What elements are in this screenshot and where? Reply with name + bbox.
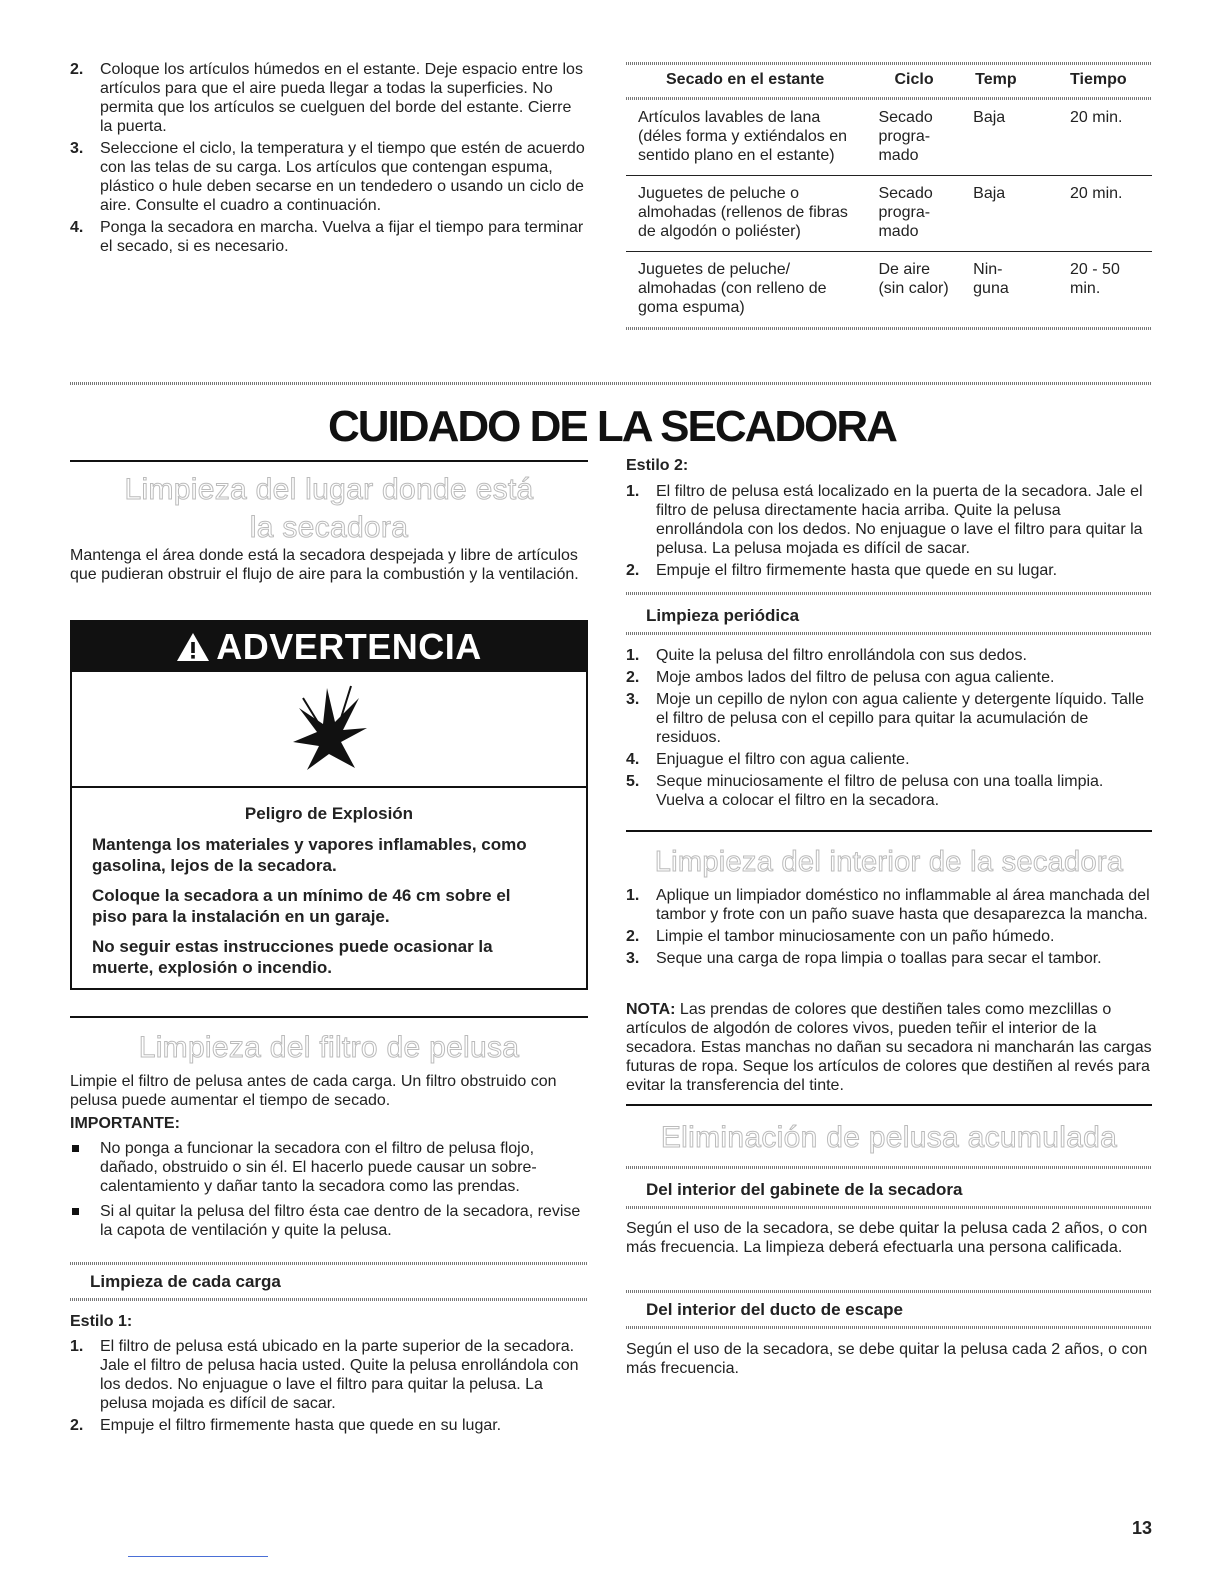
- subsection-title: Del interior del gabinete de la secadora: [646, 1180, 963, 1199]
- section-title-accumulated: Eliminación de pelusa acumulada: [660, 1121, 1118, 1154]
- table-header: Ciclo: [894, 71, 934, 88]
- table-header-row: [626, 65, 1152, 97]
- list-item: 3. Seque una carga de ropa limpia o toallas para secar el tambor.: [626, 950, 1102, 967]
- duct-body: Según el uso de la secadora, se debe quitar la pelusa cada 2 años, o con más frecuencia.: [626, 1341, 1148, 1377]
- top-steps: [70, 60, 588, 259]
- list-item: 1. El filtro de pelusa está ubicado en la parte superior de la secadora. Jale el filtro de pelusa hacia usted. Quite la pelusa enrollándola con los dedos. No enjuague o lave el filtro para quitar la pelusa. La pelusa mojada es difícil de sacar.: [70, 1338, 579, 1412]
- filter-body: Limpie el filtro de pelusa antes de cada carga. Un filtro obstruido con pelusa puede aumentar el tiempo de secado.: [70, 1073, 557, 1109]
- location-body: Mantenga el área donde está la secadora despejada y libre de artículos que pudieran obstruir el flujo de aire para la combustión y la ventilación.: [70, 547, 579, 583]
- interior-steps: [626, 886, 1152, 971]
- interior-note: NOTA: Las prendas de colores que destiñen tales como mezclillas o artículos de algodón de colores vivos, pueden teñir el interior de la secadora. Estas manchas no dañan su secadora ni mancharán las cargas futuras de ropa. Seque los artículos de colores que destiñen al revés para evitar la transferencia del tinte.: [626, 1001, 1152, 1094]
- subsection-rule: [70, 1262, 588, 1265]
- cabinet-body: Según el uso de la secadora, se debe quitar la pelusa cada 2 años, o con más frecuencia. La limpieza deberá efectuarla una persona calificada.: [626, 1220, 1148, 1256]
- table-bottom-rule: [626, 327, 1152, 330]
- bullet-icon: [72, 1208, 79, 1215]
- section-title-interior: Limpieza del interior de la secadora: [654, 846, 1124, 878]
- subsection-rule: [626, 1166, 1152, 1169]
- warning-line: Coloque la secadora a un mínimo de 46 cm sobre el piso para la instalación en un garaje.: [92, 886, 511, 926]
- rack-dry-table: [626, 62, 1152, 330]
- subsection-title: Limpieza de cada carga: [90, 1272, 281, 1291]
- explosion-icon-panel: [72, 672, 586, 788]
- page-title: CUIDADO DE LA SECADORA: [328, 402, 896, 451]
- list-item: 2. Empuje el filtro firmemente hasta que quede en su lugar.: [70, 1417, 502, 1434]
- warning-triangle-icon: [176, 632, 210, 662]
- explosion-icon: [289, 684, 369, 774]
- important-bullets: [70, 1139, 588, 1246]
- subsection-title: Limpieza periódica: [646, 606, 800, 625]
- section-rule: [70, 460, 588, 462]
- list-item: 1. El filtro de pelusa está localizado en la puerta de la secadora. Jale el filtro de pelusa directamente hacia arriba. Quite la pelusa enrollándola con los dedos. No enjuague o lave el filtro para quitar la pelusa. La pelusa mojada es difícil de sacar.: [626, 483, 1143, 557]
- subsection-rule: [626, 1326, 1152, 1329]
- list-item: 1. Quite la pelusa del filtro enrollándola con sus dedos.: [626, 647, 1027, 664]
- style2-label: Estilo 2:: [626, 457, 689, 474]
- subsection-rule: [626, 1206, 1152, 1209]
- list-item: Si al quitar la pelusa del filtro ésta cae dentro de la secadora, revise la capota de ventilación y quite la pelusa.: [70, 1202, 588, 1240]
- section-rule: [626, 1104, 1152, 1106]
- subsection-rule: [626, 1290, 1152, 1293]
- table-header: Secado en el estante: [666, 71, 825, 88]
- table-row: Juguetes de peluche o almohadas (rellenos de fibras de algodón o poliéster) Secado progra- mado Baja 20 min.: [626, 176, 1152, 252]
- style2-steps: [626, 482, 1152, 583]
- table-row: Juguetes de peluche/ almohadas (con relleno de goma espuma) De aire (sin calor) Nin- guna 20 - 50 min.: [638, 261, 1120, 316]
- list-item: 2. Coloque los artículos húmedos en el estante. Deje espacio entre los artículos para que el aire pueda llegar a todas la superficies. No permita que los artículos se cuelguen del borde del estante. Cierre la puerta.: [70, 61, 583, 135]
- list-item: 3. Moje un cepillo de nylon con agua caliente y detergente líquido. Talle el filtro de pelusa con el cepillo para quitar la acumulación de residuos.: [626, 691, 1145, 746]
- subsection-rule: [70, 1298, 588, 1301]
- section-title-location: Limpieza del lugar donde está la secadora: [124, 473, 534, 544]
- section-divider: [70, 382, 1152, 385]
- style1-label: Estilo 1:: [70, 1313, 133, 1330]
- list-item: 4. Ponga la secadora en marcha. Vuelva a fijar el tiempo para terminar el secado, si es necesario.: [70, 219, 584, 255]
- list-item: 4. Enjuague el filtro con agua caliente.: [626, 751, 910, 768]
- table-row: Artículos lavables de lana (déles forma y extiéndalos en sentido plano en el estante) Secado progra- mado Baja 20 min.: [626, 100, 1152, 176]
- style1-steps: [70, 1337, 588, 1438]
- list-item: 2. Empuje el filtro firmemente hasta que quede en su lugar.: [626, 562, 1058, 579]
- table-header: Tiempo: [1070, 71, 1127, 88]
- warning-header: ADVERTENCIA: [72, 622, 586, 672]
- page-number: 13: [1131, 1518, 1152, 1538]
- periodic-steps: [626, 646, 1152, 813]
- list-item: 2. Limpie el tambor minuciosamente con un paño húmedo.: [626, 928, 1055, 945]
- list-item: 2. Moje ambos lados del filtro de pelusa con agua caliente.: [626, 669, 1055, 686]
- important-label: IMPORTANTE:: [70, 1115, 180, 1132]
- section-title-filter: Limpieza del filtro de pelusa: [138, 1031, 520, 1064]
- warning-line: No seguir estas instrucciones puede ocasionar la muerte, explosión o incendio.: [92, 937, 493, 977]
- warning-box: [70, 620, 588, 990]
- subsection-rule: [626, 632, 1152, 635]
- list-item: 5. Seque minuciosamente el filtro de pelusa con una toalla limpia. Vuelva a colocar el filtro en la secadora.: [626, 773, 1104, 809]
- bullet-icon: [72, 1145, 79, 1152]
- list-item: 3. Seleccione el ciclo, la temperatura y el tiempo que estén de acuerdo con las telas de su carga. Los artículos que contengan espuma, plástico o hule deben secarse en un tendedero o usando un ciclo de aire. Consulte el cuadro a continuación.: [70, 140, 585, 214]
- subsection-title: Del interior del ducto de escape: [646, 1300, 903, 1319]
- warning-line: Mantenga los materiales y vapores inflamables, como gasolina, lejos de la secadora.: [92, 835, 527, 875]
- table: [626, 65, 1152, 327]
- table-header: Temp: [975, 71, 1017, 88]
- section-rule: [70, 1016, 588, 1018]
- subsection-rule: [626, 592, 1152, 595]
- section-rule: [626, 830, 1152, 832]
- hazard-title: Peligro de Explosión: [244, 804, 414, 823]
- list-item: No ponga a funcionar la secadora con el filtro de pelusa flojo, dañado, obstruido o sin él. El hacerlo puede causar un sobre-calentamiento y dañar tanto la secadora como las prendas.: [70, 1139, 588, 1196]
- footer-line: [128, 1556, 268, 1557]
- list-item: 1. Aplique un limpiador doméstico no inflammable al área manchada del tambor y frote con un paño suave hasta que desaparezca la mancha.: [626, 887, 1150, 923]
